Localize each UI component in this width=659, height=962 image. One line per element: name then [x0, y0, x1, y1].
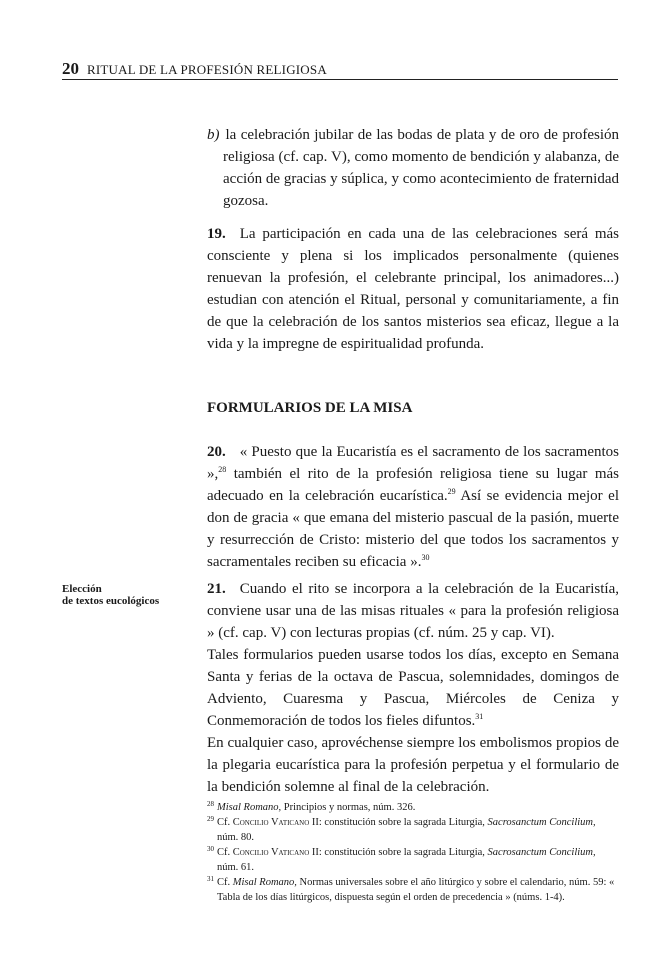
footnote-text: Normas universales sobre el año litúrgico y sobre el calendario, núm. 59: « Tabla de los días litúrgicos, dispuesta según el orden de precedencia » (núms. 1-4). — [217, 877, 615, 903]
footnote-text: Cf. — [217, 847, 233, 858]
footnote-title: Misal Romano, — [232, 877, 297, 888]
footnote-text: II: constitución sobre la sagrada Liturgia, — [309, 817, 488, 828]
footnote-text: núm. 61. — [217, 862, 255, 873]
margin-note-line-1: Elección — [62, 583, 102, 595]
footnote-mark: 29 — [207, 814, 214, 823]
footnote-mark: 30 — [207, 844, 214, 853]
footnote-title: Misal Romano, — [217, 802, 282, 813]
footnote — [207, 815, 619, 845]
paragraph-number: 19. — [207, 226, 226, 242]
paragraph-text-1: Cuando el rito se incorpora a la celebración de la Eucaristía, conviene usar una de las misas rituales « para la profesión religiosa » (cf. cap. V) con lecturas propias (cf. núm. 25 y cap. VI). — [207, 581, 619, 641]
footnote-text: Cf. — [217, 877, 233, 888]
item-letter: b) — [207, 127, 220, 143]
footnote-mark: 28 — [207, 799, 214, 808]
footnote — [207, 800, 619, 815]
footnote-text: núm. 80. — [217, 832, 255, 843]
paragraph-text-1: « Puesto que la Eucaristía es el sacramento de los sacramentos », — [207, 444, 619, 482]
paragraph-text-3: Así se evidencia mejor el don de gracia « que emana del misterio pascual de la pasión, muerte y resurrección de Cristo: misterio del que todos los sacramentos y sacramentales reciben su eficacia ». — [207, 488, 619, 570]
margin-note-line-2: de textos eucológicos — [62, 595, 160, 607]
footnote-text: II: constitución sobre la sagrada Liturgia, — [309, 847, 488, 858]
footnote-text: Principios y normas, núm. 326. — [281, 802, 416, 813]
running-title: RITUAL DE LA PROFESIÓN RELIGIOSA — [87, 62, 327, 77]
footnotes — [207, 800, 619, 905]
item-b-text: la celebración jubilar de las bodas de plata y de oro de profesión religiosa (cf. cap. V), como momento de bendición y alabanza, de acción de gracias y súplica, y como acontecimiento de fraternidad gozosa. — [223, 127, 619, 209]
footnote-title: Sacrosanctum Concilium, — [487, 847, 596, 858]
footnote-author: Concilio Vaticano — [232, 817, 310, 828]
footnote — [207, 875, 619, 905]
footnote-ref: 28 — [218, 465, 227, 474]
paragraph-19 — [207, 223, 619, 355]
paragraph-text: La participación en cada una de las celebraciones será más consciente y plena si los implicados personalmente (quienes renuevan la profesión, el celebrante principal, los animadores...) estudian con atención el Ritual, personal y comunitariamente, a fin de que la celebración de los santos misterios sea eficaz, llegue a la vida y la impregne de espiritualidad profunda. — [207, 226, 619, 352]
footnote-text: Cf. — [217, 817, 233, 828]
paragraph-number: 21. — [207, 581, 226, 597]
margin-note — [62, 583, 192, 607]
running-header — [62, 59, 618, 80]
footnote-ref: 31 — [475, 712, 484, 721]
list-item-b — [207, 124, 619, 212]
footnote-ref: 29 — [447, 487, 456, 496]
paragraph-text-3: En cualquier caso, aprovéchense siempre los embolismos propios de la plegaria eucarística para la profesión perpetua y el formulario de la bendición solemne al final de la celebración. — [207, 735, 619, 795]
footnote-author: Concilio Vaticano — [232, 847, 310, 858]
footnote-title: Sacrosanctum Concilium, — [487, 817, 596, 828]
section-heading: FORMULARIOS DE LA MISA — [207, 400, 413, 416]
paragraph-text-2: Tales formularios pueden usarse todos los días, excepto en Semana Santa y ferias de la octava de Pascua, solemnidades, domingos de Adviento, Cuaresma y Pascua, Miércoles de Ceniza y Conmemoración de todos los fieles difuntos. — [207, 647, 619, 729]
paragraph-20 — [207, 441, 619, 573]
footnote-ref: 30 — [421, 553, 430, 562]
page-number: 20 — [62, 59, 79, 78]
section-heading-wrap — [207, 400, 619, 417]
paragraph-number: 20. — [207, 444, 226, 460]
footnote-mark: 31 — [207, 874, 214, 883]
paragraph-21 — [207, 578, 619, 798]
paragraph-text-2: también el rito de la profesión religiosa tiene su lugar más adecuado en la celebración eucarística. — [207, 466, 619, 504]
footnote — [207, 845, 619, 875]
